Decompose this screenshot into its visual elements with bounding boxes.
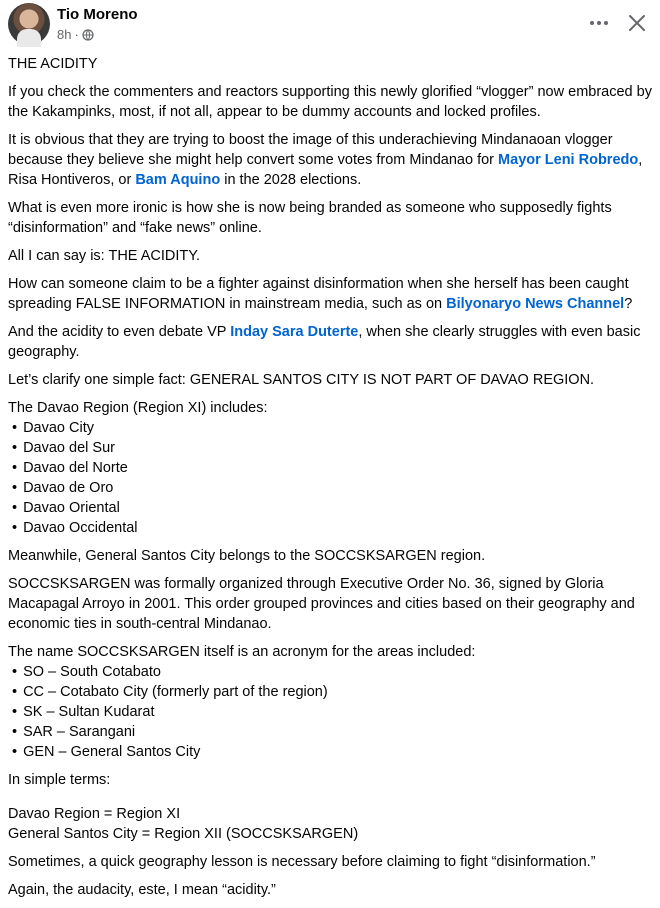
summary-line-1: Davao Region = Region XI: [8, 806, 181, 822]
davao-list: [8, 418, 656, 538]
paragraph-6-text-a: And the acidity to even debate VP: [8, 324, 231, 340]
post-header: [0, 0, 660, 50]
paragraph-3: What is even more ironic is how she is now being branded as someone who supposedly fights “disinformation” and “fake news” online.: [8, 200, 612, 236]
list-item: • SK – Sultan Kudarat: [8, 702, 656, 722]
list-item: • SO – South Cotabato: [8, 662, 656, 682]
paragraph-7: Let’s clarify one simple fact: GENERAL SANTOS CITY IS NOT PART OF DAVAO REGION.: [8, 372, 595, 388]
post-meta: [57, 27, 94, 42]
author-name[interactable]: Tio Moreno: [57, 6, 138, 23]
paragraph-6: [8, 322, 656, 362]
paragraph-9: Meanwhile, General Santos City belongs to the SOCCSKSARGEN region.: [8, 548, 486, 564]
post-time[interactable]: 8h: [57, 27, 72, 42]
post-body: [8, 54, 656, 908]
paragraph-6-text-b: , when she clearly struggles with even basic geography.: [8, 324, 641, 360]
paragraph-1: If you check the commenters and reactors supporting this newly glorified “vlogger” now embraced by the Kakampinks, most, if not all, appear to be dummy accounts and locked profiles.: [8, 84, 652, 120]
paragraph-2-text-b: , Risa Hontiveros, or: [8, 152, 643, 188]
link-leni-robredo[interactable]: Mayor Leni Robredo: [498, 152, 639, 168]
acronym-list: [8, 662, 656, 762]
globe-icon[interactable]: [82, 29, 94, 41]
paragraph-4: All I can say is: THE ACIDITY.: [8, 248, 201, 264]
paragraph-5-text-a: How can someone claim to be a fighter against disinformation when she herself has been caught spreading FALSE INFORMATION in mainstream media, such as on: [8, 276, 629, 312]
list-item: • GEN – General Santos City: [8, 742, 656, 762]
paragraph-14: Sometimes, a quick geography lesson is necessary before claiming to fight “disinformation.”: [8, 854, 596, 870]
list-item: • SAR – Sarangani: [8, 722, 656, 742]
meta-separator: ·: [74, 27, 79, 42]
list-item: • Davao City: [8, 418, 656, 438]
list-item: • CC – Cotabato City (formerly part of the region): [8, 682, 656, 702]
summary-line-2: General Santos City = Region XII (SOCCSKSARGEN): [8, 826, 359, 842]
paragraph-11: The name SOCCSKSARGEN itself is an acronym for the areas included:: [8, 644, 476, 660]
list-item: • Davao Occidental: [8, 518, 656, 538]
paragraph-13: [8, 804, 656, 844]
close-icon[interactable]: [622, 8, 652, 38]
paragraph-10: SOCCSKSARGEN was formally organized through Executive Order No. 36, signed by Gloria Macapagal Arroyo in 2001. This order grouped provinces and cities based on their geography and economic ties in south-central Mindanao.: [8, 576, 635, 632]
paragraph-2-text-a: It is obvious that they are trying to boost the image of this underachieving Mindanaoan vlogger because they believe she might help convert some votes from Mindanao for: [8, 132, 613, 168]
list-item: • Davao de Oro: [8, 478, 656, 498]
paragraph-2: [8, 130, 656, 190]
paragraph-2-text-c: in the 2028 elections.: [220, 172, 362, 188]
paragraph-5: [8, 274, 656, 314]
link-bilyonaryo[interactable]: Bilyonaryo News Channel: [446, 296, 625, 312]
list-item: • Davao del Sur: [8, 438, 656, 458]
list-item: • Davao del Norte: [8, 458, 656, 478]
post-title: THE ACIDITY: [8, 56, 98, 72]
list-item: • Davao Oriental: [8, 498, 656, 518]
link-bam-aquino[interactable]: Bam Aquino: [135, 172, 221, 188]
author-avatar[interactable]: [8, 3, 50, 45]
paragraph-15: Again, the audacity, este, I mean “acidity.”: [8, 882, 276, 898]
paragraph-12: In simple terms:: [8, 772, 111, 788]
paragraph-5-text-b: ?: [624, 296, 633, 312]
more-options-icon[interactable]: [586, 10, 612, 36]
link-sara-duterte[interactable]: Inday Sara Duterte: [230, 324, 359, 340]
paragraph-8: The Davao Region (Region XI) includes:: [8, 400, 268, 416]
